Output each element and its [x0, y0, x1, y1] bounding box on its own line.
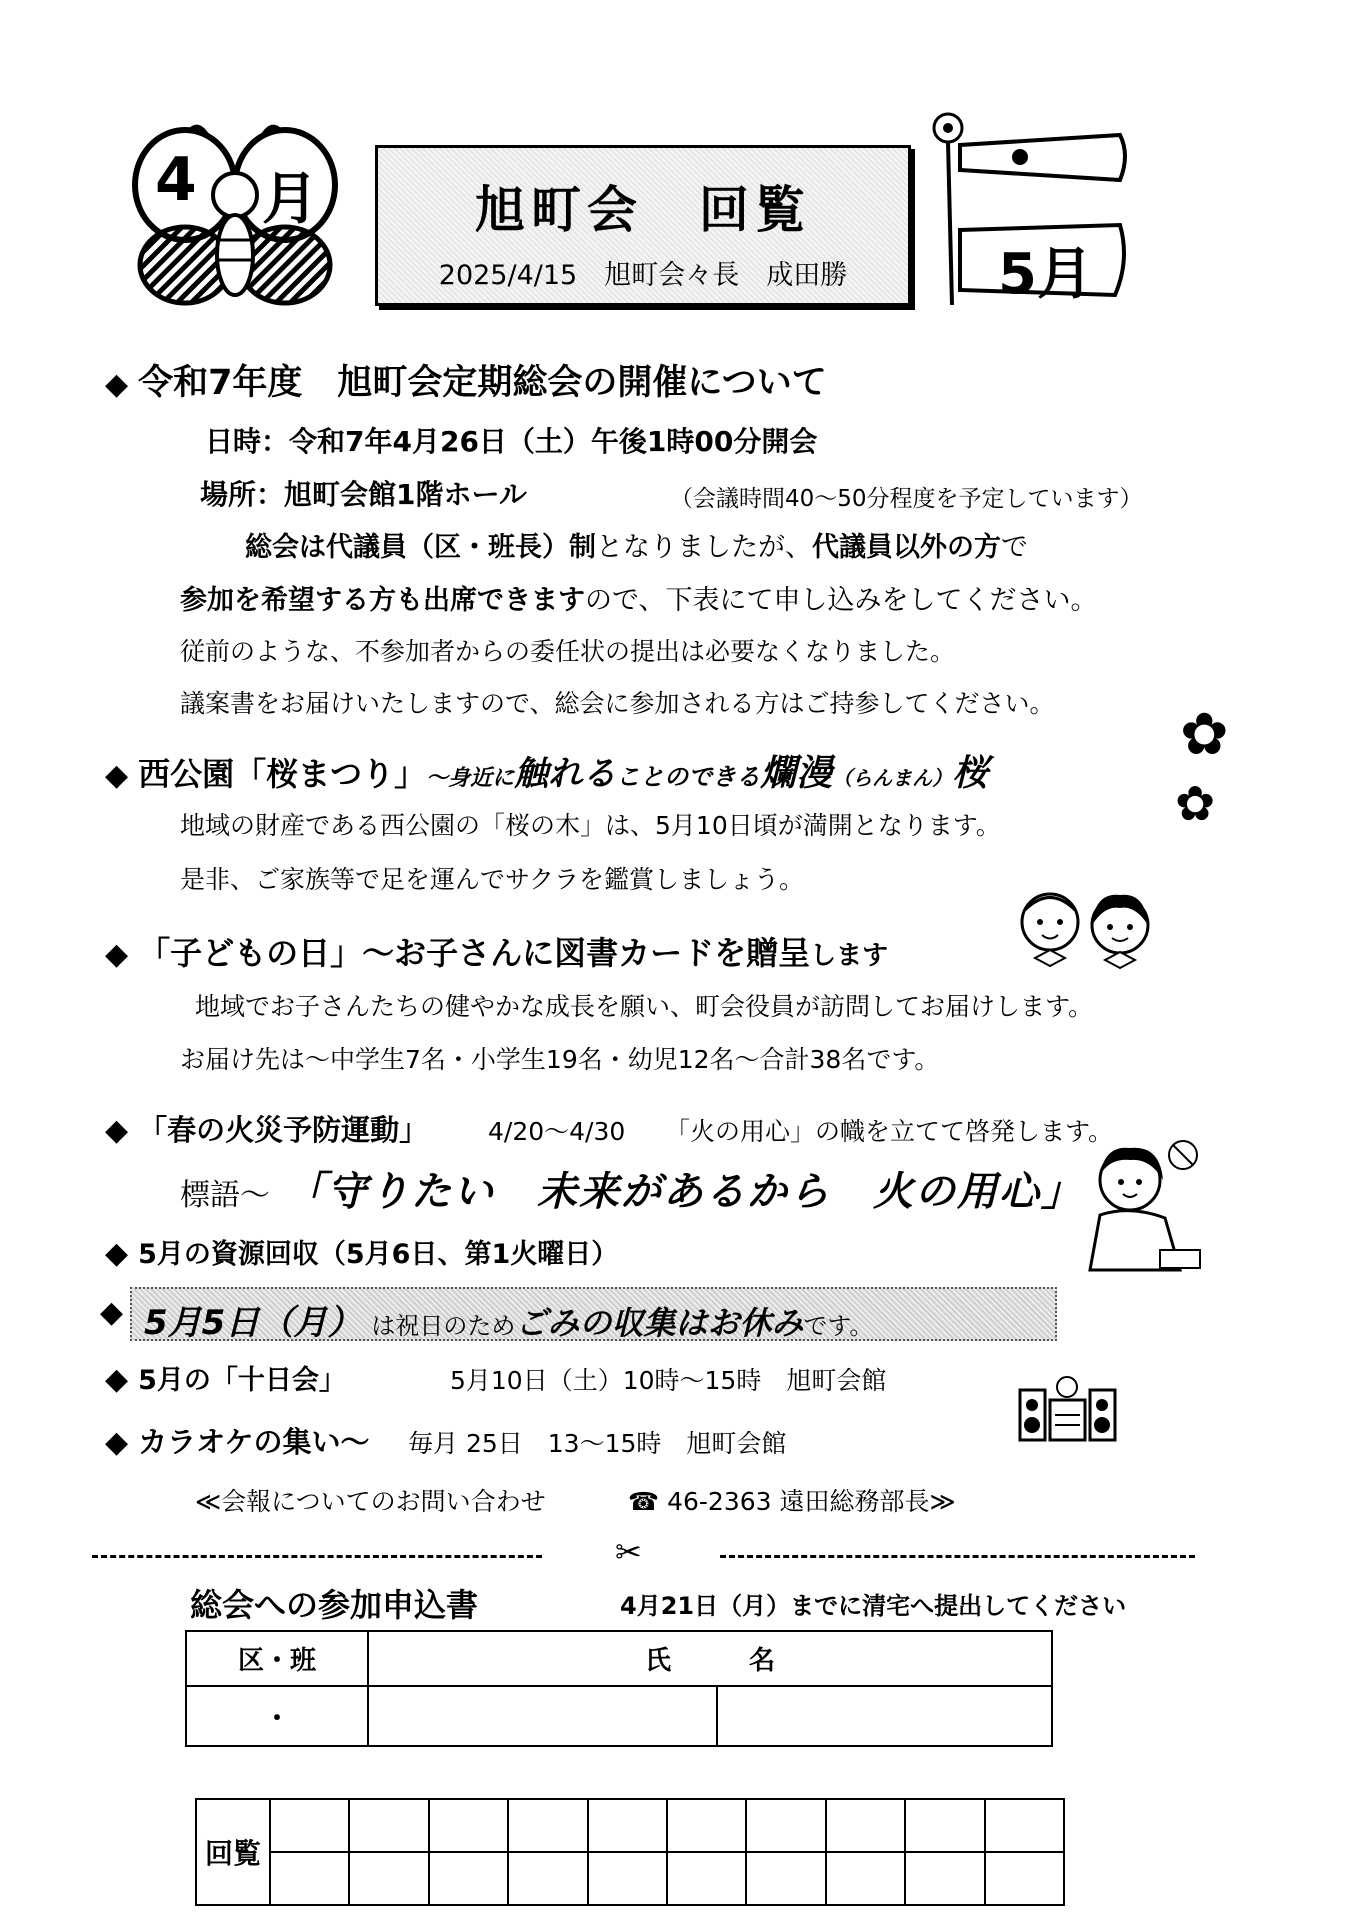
section8-heading: ◆ カラオケの集い～: [105, 1425, 370, 1460]
fire-safety-illustration: [1075, 1130, 1205, 1280]
meeting-duration-note: （会議時間40～50分程度を予定しています）: [670, 486, 1143, 512]
circulation-cell[interactable]: [985, 1852, 1064, 1905]
section2-line2: 是非、ご家族等で足を運んでサクラを鑑賞しましょう。: [180, 865, 805, 894]
circulation-cell[interactable]: [905, 1799, 984, 1852]
circulation-cell[interactable]: [826, 1852, 905, 1905]
koinobori-illustration: [930, 110, 1130, 310]
garbage-holiday-notice: 5月5日（月） は祝日のためごみの収集はお休みです。: [130, 1287, 1057, 1341]
section1-line3: 従前のような、不参加者からの委任状の提出は必要なくなりました。: [180, 637, 956, 666]
circulation-cell[interactable]: [905, 1852, 984, 1905]
section1-line2: 参加を希望する方も出席できますので、下表にて申し込みをしてください。: [180, 585, 1098, 616]
april-number: 4: [155, 145, 197, 215]
fire-slogan: 「守りたい 未来があるから 火の用心」: [285, 1169, 1083, 1215]
form-deadline: 4月21日（月）までに清宅へ提出してください: [620, 1592, 1127, 1620]
section2-line1: 地域の財産である西公園の「桜の木」は、5月10日頃が満開となります。: [180, 811, 1001, 840]
form-name-cell[interactable]: [717, 1686, 1052, 1746]
diamond-bullet-icon: ◆: [105, 937, 129, 972]
circulation-cell[interactable]: [349, 1852, 428, 1905]
cherry-blossom-icon: ✿: [1175, 776, 1216, 832]
section3-heading: ◆ 「子どもの日」～お子さんに図書カードを贈呈します: [105, 934, 889, 972]
form-name-cell[interactable]: [368, 1686, 717, 1746]
circulation-label: 回覧: [196, 1799, 270, 1905]
fire-prevention-note: 「火の用心」の幟を立てて啓発します。: [665, 1117, 1114, 1146]
date-author: 2025/4/15 旭町会々長 成田勝: [438, 260, 848, 291]
diamond-bullet-icon: ◆: [105, 1362, 129, 1397]
diamond-bullet-icon: ◆: [105, 758, 129, 793]
diamond-bullet-icon: ◆: [105, 367, 129, 402]
circulation-cell[interactable]: [349, 1799, 428, 1852]
scissors-icon: ✂: [615, 1533, 642, 1571]
section1-line1: 総会は代議員（区・班長）制となりましたが、代議員以外の方で: [245, 532, 1028, 563]
tokakai-detail: 5月10日（土）10時～15時 旭町会館: [450, 1366, 887, 1395]
circulation-cell[interactable]: [667, 1852, 746, 1905]
form-title: 総会への参加申込書: [190, 1586, 479, 1624]
form-ward-cell[interactable]: ・: [186, 1686, 368, 1746]
diamond-bullet-icon: ◆: [105, 1425, 129, 1460]
section2-heading: ◆ 西公園「桜まつり」～身近に触れることのできる爛漫（らんまん）桜: [105, 753, 989, 794]
diamond-bullet-icon: ◆: [105, 1236, 129, 1271]
section3-line2: お届け先は～中学生7名・小学生19名・幼児12名～合計38名です。: [180, 1045, 940, 1074]
circulation-table: [195, 1798, 1065, 1906]
form-header-ward: 区・班: [186, 1631, 368, 1686]
circulation-cell[interactable]: [746, 1852, 825, 1905]
diamond-bullet-icon: ◆: [100, 1295, 124, 1330]
section5-heading: ◆ 5月の資源回収（5月6日、第1火曜日）: [105, 1236, 619, 1271]
may-label: 5月: [998, 242, 1093, 307]
page-title: 旭町会 回覧: [475, 181, 811, 239]
circulation-cell[interactable]: [270, 1852, 349, 1905]
application-form-table: [185, 1630, 1053, 1747]
cut-line-right: [720, 1555, 1195, 1558]
fire-prevention-dates: 4/20～4/30: [488, 1117, 626, 1146]
circulation-cell[interactable]: [508, 1799, 587, 1852]
contact-text: ≪会報についてのお問い合わせ: [195, 1487, 546, 1516]
butterfly-illustration: [130, 120, 340, 310]
meeting-datetime: 日時：令和7年4月26日（土）午後1時00分開会: [205, 425, 818, 458]
section3-line1: 地域でお子さんたちの健やかな成長を願い、町会役員が訪問してお届けします。: [195, 992, 1094, 1021]
section7-heading: ◆ 5月の「十日会」: [105, 1362, 346, 1397]
contact-phone: ☎ 46-2363 遠田総務部長≫: [628, 1487, 956, 1516]
children-illustration: [1010, 880, 1160, 970]
title-box: [375, 145, 911, 306]
circulation-cell[interactable]: [588, 1852, 667, 1905]
circulation-cell[interactable]: [746, 1799, 825, 1852]
circulation-cell[interactable]: [985, 1799, 1064, 1852]
cut-line-left: [92, 1555, 542, 1558]
april-month: 月: [262, 167, 318, 232]
section1-line4: 議案書をお届けいたしますので、総会に参加される方はご持参してください。: [180, 689, 1055, 718]
cherry-blossom-icon: ✿: [1180, 700, 1229, 768]
circulation-cell[interactable]: [588, 1799, 667, 1852]
karaoke-illustration: [1005, 1375, 1130, 1445]
form-header-name: 氏 名: [368, 1631, 1052, 1686]
section1-heading: ◆ 令和7年度 旭町会定期総会の開催について: [105, 363, 827, 403]
diamond-bullet-icon: ◆: [105, 1113, 129, 1148]
karaoke-detail: 毎月 25日 13～15時 旭町会館: [408, 1429, 787, 1458]
circulation-cell[interactable]: [429, 1852, 508, 1905]
circulation-cell[interactable]: [270, 1799, 349, 1852]
circulation-cell[interactable]: [429, 1799, 508, 1852]
meeting-place: 場所：旭町会館1階ホール: [200, 478, 527, 511]
circulation-cell[interactable]: [508, 1852, 587, 1905]
circulation-cell[interactable]: [826, 1799, 905, 1852]
slogan-label: 標語～: [180, 1178, 270, 1213]
circulation-cell[interactable]: [667, 1799, 746, 1852]
section4-heading: ◆ 「春の火災予防運動」: [105, 1113, 429, 1148]
